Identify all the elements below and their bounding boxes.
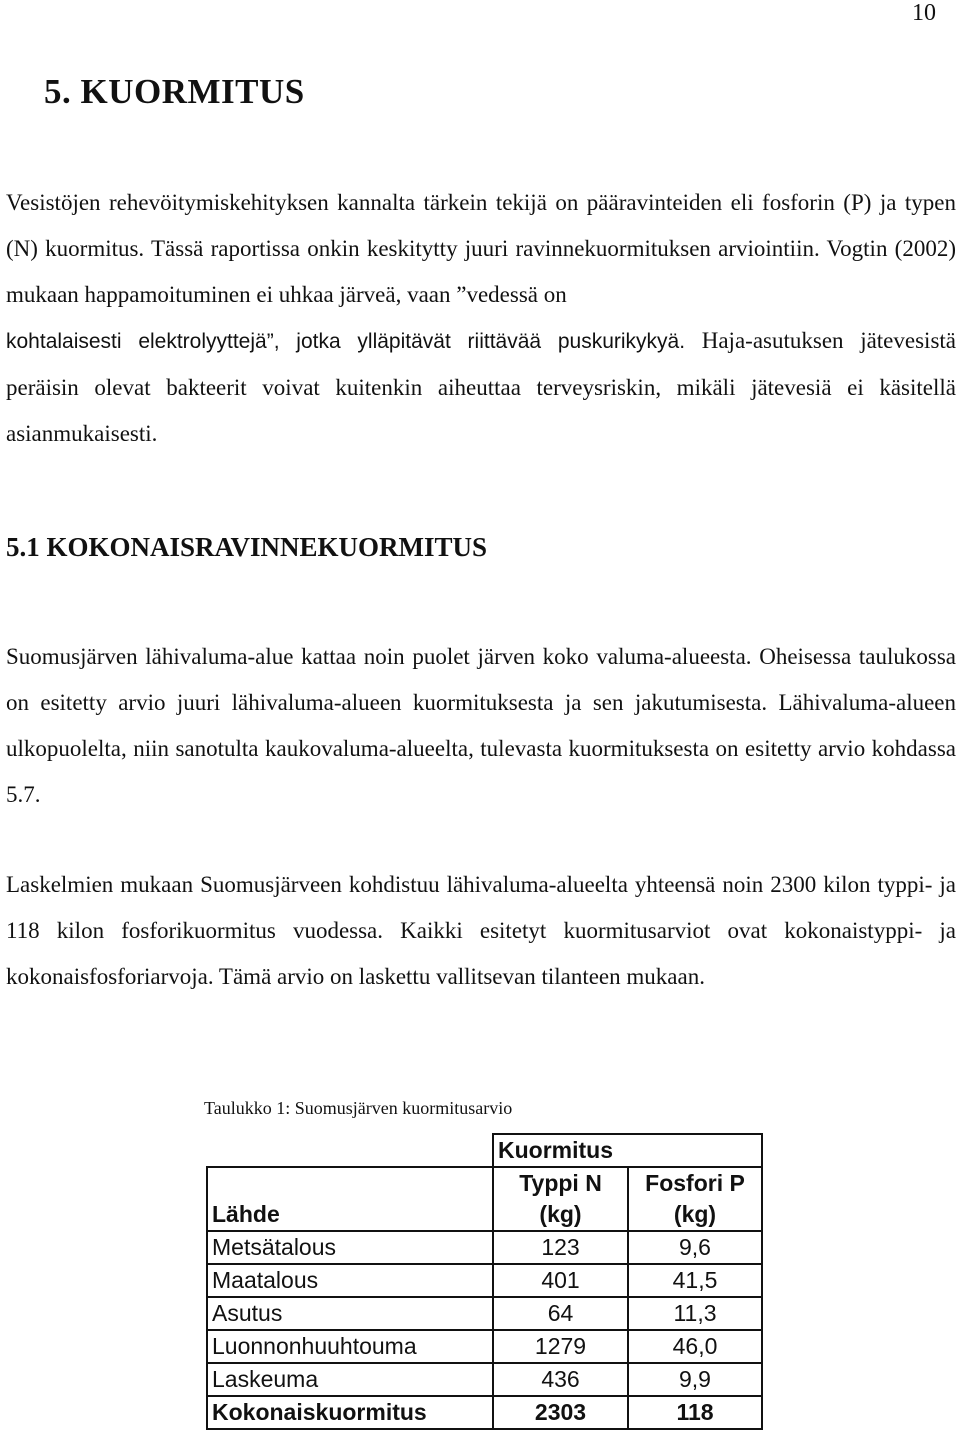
phosphorus-cell: 9,9 bbox=[628, 1363, 762, 1396]
table-row bbox=[207, 1231, 762, 1264]
table-caption: Taulukko 1: Suomusjärven kuormitusarvio bbox=[204, 1098, 513, 1118]
phosphorus-cell: 9,6 bbox=[628, 1231, 762, 1264]
total-nitrogen-cell: 2303 bbox=[493, 1396, 628, 1429]
source-cell: Maatalous bbox=[207, 1264, 493, 1297]
nitrogen-cell: 436 bbox=[493, 1363, 628, 1396]
intro-paragraph bbox=[6, 180, 956, 457]
nitrogen-cell: 123 bbox=[493, 1231, 628, 1264]
empty-header-cell bbox=[207, 1134, 493, 1167]
source-cell: Asutus bbox=[207, 1297, 493, 1330]
nearby-catchment-paragraph: Suomusjärven lähivaluma-alue kattaa noin puolet järven koko valuma-alueesta. Oheisessa taulukossa on esitetty arvio juuri lähivaluma-alueen kuormituksesta ja sen jakutumisesta. Lähivaluma-alueen ulkopuolelta, niin sanotulta kaukovaluma-alueelta, tulevasta kuormituksesta on esitetty arvio kohdassa 5.7. bbox=[6, 644, 956, 807]
intro-text-3: Haja-asutuksen jätevesistä peräisin olevat bakteerit voivat kuitenkin aiheuttaa terveysriskin, mikäli jätevesiä ei käsitellä asianmukaisesti. bbox=[6, 328, 956, 446]
phosphorus-cell: 46,0 bbox=[628, 1330, 762, 1363]
phosphorus-column-header: Fosfori P (kg) bbox=[628, 1167, 762, 1231]
table-row bbox=[207, 1297, 762, 1330]
total-label-cell: Kokonaiskuormitus bbox=[207, 1396, 493, 1429]
calculation-paragraph: Laskelmien mukaan Suomusjärveen kohdistuu lähivaluma-alueelta yhteensä noin 2300 kilon typpi- ja 118 kilon fosforikuormitus vuodessa. Kaikki esitetyt kuormitusarviot ovat kokonaistyppi- ja kokonaisfosforiarvoja. Tämä arvio on laskettu vallitsevan tilanteen mukaan. bbox=[6, 872, 956, 989]
load-table bbox=[206, 1133, 763, 1430]
total-phosphorus-cell: 118 bbox=[628, 1396, 762, 1429]
table-row bbox=[207, 1264, 762, 1297]
load-group-header: Kuormitus bbox=[493, 1134, 762, 1167]
intro-text-1: Vesistöjen rehevöitymiskehityksen kannalta tärkein tekijä on pääravinteiden eli fosforin (P) ja typen (N) kuormitus. Tässä raportissa onkin keskitytty juuri ravinnekuormituksen arviointiin. Vogtin (2002) mukaan happamoituminen ei uhkaa järveä, vaan ”vedessä on bbox=[6, 190, 956, 307]
source-cell: Metsätalous bbox=[207, 1231, 493, 1264]
phosphorus-cell: 41,5 bbox=[628, 1264, 762, 1297]
source-cell: Luonnonhuuhtouma bbox=[207, 1330, 493, 1363]
section-heading: 5. KUORMITUS bbox=[44, 72, 305, 111]
table-row bbox=[207, 1330, 762, 1363]
intro-text-2: kohtalaisesti elektrolyyttejä”, jotka ylläpitävät riittävää puskurikykyä. bbox=[6, 330, 686, 353]
table-row bbox=[207, 1363, 762, 1396]
nitrogen-column-header: Typpi N (kg) bbox=[493, 1167, 628, 1231]
source-cell: Laskeuma bbox=[207, 1363, 493, 1396]
nitrogen-cell: 1279 bbox=[493, 1330, 628, 1363]
source-column-header: Lähde bbox=[207, 1167, 493, 1231]
page-number: 10 bbox=[912, 0, 936, 26]
nitrogen-cell: 401 bbox=[493, 1264, 628, 1297]
nitrogen-cell: 64 bbox=[493, 1297, 628, 1330]
subsection-heading: 5.1 KOKONAISRAVINNEKUORMITUS bbox=[6, 532, 488, 562]
total-row bbox=[207, 1396, 762, 1429]
phosphorus-cell: 11,3 bbox=[628, 1297, 762, 1330]
